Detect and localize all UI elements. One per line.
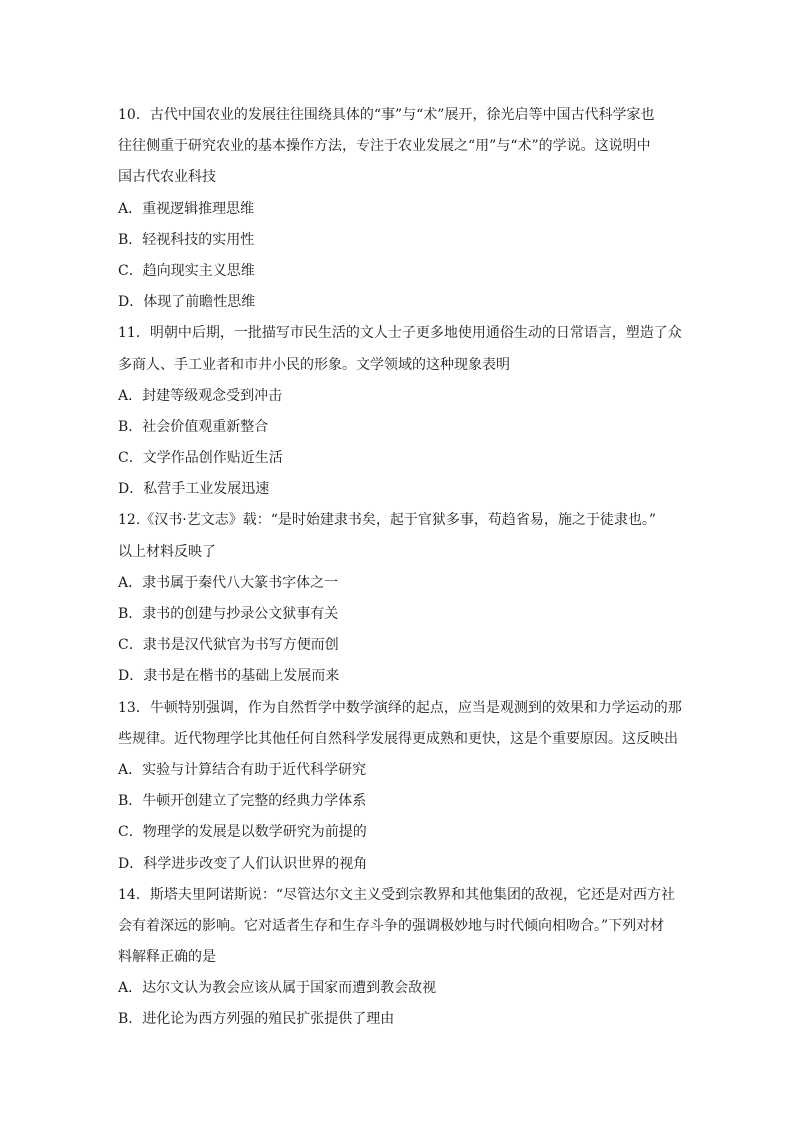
option-a: A．隶书属于秦代八大篆书字体之一: [118, 574, 339, 591]
question-stem-line: 13．牛顿特别强调，作为自然哲学中数学演绎的起点，应当是观测到的效果和力学运动的那: [118, 699, 682, 716]
question-13: [118, 693, 716, 880]
option-a: A．实验与计算结合有助于近代科学研究: [118, 761, 367, 778]
question-stem-line: 11．明朝中后期，一批描写市民生活的文人士子更多地使用通俗生动的日常语言，塑造了众: [118, 325, 682, 342]
question-11: [118, 318, 716, 505]
option-b: B．牛顿开创建立了完整的经典力学体系: [118, 793, 367, 810]
option-a: A．封建等级观念受到冲击: [118, 387, 283, 404]
option-c: C．文学作品创作贴近生活: [118, 450, 283, 467]
question-stem-line: 往往侧重于研究农业的基本操作方法，专注于农业发展之“用”与“术”的学说。这说明中: [118, 138, 651, 155]
option-a: A．达尔文认为教会应该从属于国家而遭到教会敌视: [118, 980, 437, 997]
question-stem-line: 14．斯塔夫里阿诺斯说：“尽管达尔文主义受到宗教界和其他集团的敌视，它还是对西方社: [118, 886, 675, 903]
option-b: B．轻视科技的实用性: [118, 231, 255, 248]
option-b: B．隶书的创建与抄录公文狱事有关: [118, 606, 339, 622]
question-stem-line: 些规律。近代物理学比其他任何自然科学发展得更成熟和更快，这是个重要原因。这反映出: [118, 730, 678, 747]
option-d: D．私营手工业发展迅速: [118, 481, 270, 498]
option-d: D．体现了前瞻性思维: [118, 294, 256, 311]
question-12: [118, 505, 716, 692]
option-d: D．隶书是在楷书的基础上发展而来: [118, 668, 340, 685]
question-stem-line: 会有着深远的影响。它对适者生存和生存斗争的强调极妙地与时代倾向相吻合。”下列对材: [118, 917, 665, 934]
option-c: C．物理学的发展是以数学研究为前提的: [118, 824, 367, 841]
option-c: C．隶书是汉代狱官为书写方便而创: [118, 637, 339, 654]
question-stem-line: 以上材料反映了: [118, 543, 216, 560]
question-stem-line: 10．古代中国农业的发展往往围绕具体的“事”与“术”展开，徐光启等中国古代科学家也: [118, 107, 655, 123]
option-c: C．趋向现实主义思维: [118, 262, 255, 279]
option-b: B．社会价值观重新整合: [118, 418, 269, 435]
option-b: B．进化论为西方列强的殖民扩张提供了理由: [118, 1011, 395, 1028]
question-stem-line: 国古代农业科技: [118, 169, 216, 186]
question-14: [118, 880, 716, 1036]
question-10: [118, 100, 716, 318]
question-stem-line: 料解释正确的是: [118, 949, 216, 966]
option-a: A．重视逻辑推理思维: [118, 200, 255, 217]
option-d: D．科学进步改变了人们认识世界的视角: [118, 855, 368, 872]
question-stem-line: 多商人、手工业者和市井小民的形象。文学领域的这种现象表明: [118, 356, 510, 373]
question-stem-line: 12.《汉书·艺文志》载：“是时始建隶书矣，起于官狱多事，苟趋省易，施之于徒隶也。”: [118, 512, 657, 529]
